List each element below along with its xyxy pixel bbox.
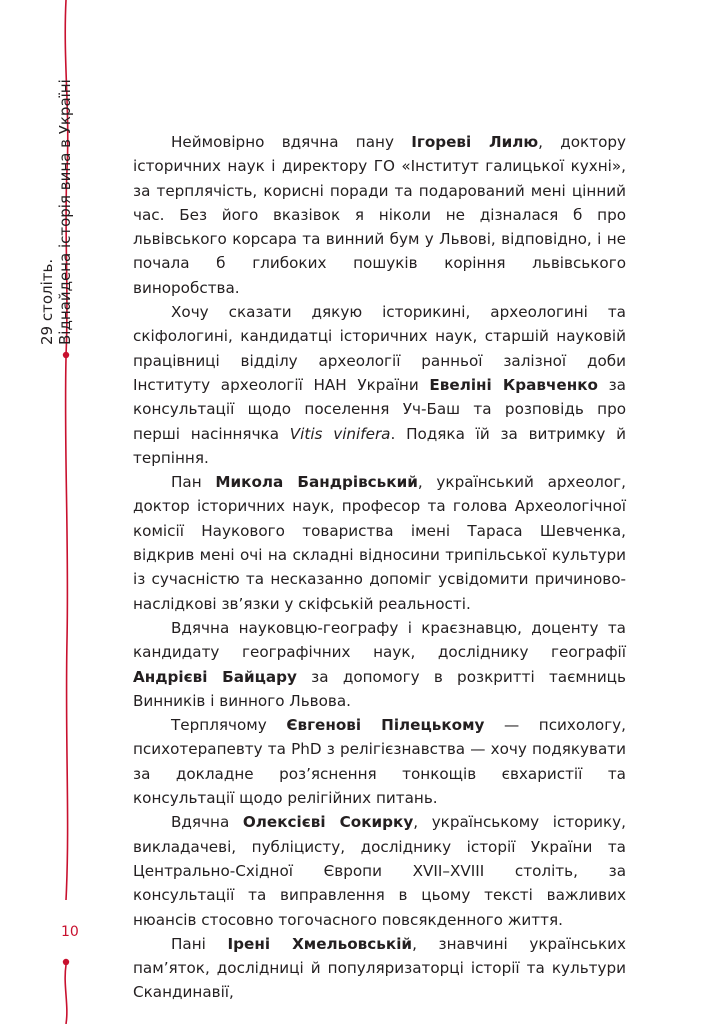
- running-head-line-1: 29 століть.: [38, 258, 56, 345]
- paragraph-text: Неймовірно вдячна пану: [171, 133, 412, 151]
- margin-line-path-bottom: [65, 965, 67, 1024]
- paragraph: [133, 616, 626, 713]
- paragraph-text: , доктору історичних наук і директору ГО «Інститут галицької кухні», за терплячість, корисні поради та подарований мені цінний час. Без його вказівок я ніколи не дізналася б про львівського корсара та винний бум у Львові, відповідно, і не почала б глибоких пошуків коріння львівського виноробства.: [133, 133, 626, 297]
- person-name: Андрієві Байцару: [133, 667, 297, 686]
- paragraph-text: Хочу сказати дякую історикині, археологині та скіфологині, кандидатці історичних наук, старшій науковій працівниці відділу археології ранньої залізної доби Інституту археології НАН України: [133, 303, 626, 394]
- person-name: Євгенові Пілецькому: [286, 716, 485, 735]
- margin-line-path-middle: [66, 358, 68, 900]
- paragraph-text: за допомогу в розкритті таємниць Винників і винного Львова.: [133, 667, 626, 710]
- person-name: Микола Бандрівський: [215, 473, 418, 492]
- paragraph: [133, 810, 626, 931]
- running-head: [38, 79, 74, 345]
- paragraph: [133, 713, 626, 810]
- paragraph-text: Вдячна: [171, 813, 243, 832]
- paragraph-text: . Подяка їй за витримку й терпіння.: [133, 424, 626, 467]
- paragraph: [133, 932, 626, 1005]
- paragraph-text: , український археолог, доктор історичних наук, професор та голова Археологічної комісії Наукового товариства імені Тараса Шевченка, відкрив мені очі на складні відносини трипільської культури із сучасністю та несказанно допоміг усвідомити причиново-наслідкові зв’язки у скіфській реальності.: [133, 473, 626, 613]
- margin-bead-bottom: [63, 959, 69, 965]
- paragraph: [133, 300, 626, 470]
- person-name: Ірені Хмельовській: [227, 934, 413, 953]
- paragraph-text: Пан: [171, 473, 216, 492]
- margin-bead-top: [63, 352, 69, 358]
- paragraph-text: Терплячому: [171, 716, 287, 735]
- paragraph-text: , знавчині українських пам’яток, дослідниці й популяризаторці історії та культури Скандинавії,: [133, 934, 626, 1002]
- paragraph: [133, 130, 626, 300]
- page-number: 10: [61, 924, 79, 940]
- paragraph: [133, 470, 626, 616]
- person-name: Олексієві Сокирку: [242, 813, 414, 832]
- paragraph-text: за консультації щодо поселення Уч-Баш та розповідь про перші насіннячка: [133, 375, 626, 443]
- paragraph-text: Вдячна науковцю-географу і краєзнавцю, доценту та кандидату географічних наук, досліднику географії: [133, 618, 626, 662]
- paragraph-text: — психологу, психотерапевту та PhD з релігієзнавства — хочу подякувати за докладне роз’яснення тонкощів євхаристії та консультації щодо релігійних питань.: [133, 716, 626, 808]
- paragraph-text: Пані: [171, 934, 228, 953]
- body-text: [133, 130, 626, 1005]
- person-name: Ігореві Лилю: [411, 133, 539, 151]
- person-name: Евеліні Кравченко: [429, 375, 598, 394]
- running-head-line-2: Віднайдена історія вина в Україні: [56, 79, 74, 345]
- paragraph-text: , українському історику, викладачеві, публіцисту, досліднику історії України та Центрально-Східної Європи XVII–XVIII століть, за консультації та виправлення в цьому тексті важливих нюансів стосовно тогочасного повсякденного життя.: [133, 813, 626, 929]
- italic-term: Vitis vinifera: [289, 424, 391, 443]
